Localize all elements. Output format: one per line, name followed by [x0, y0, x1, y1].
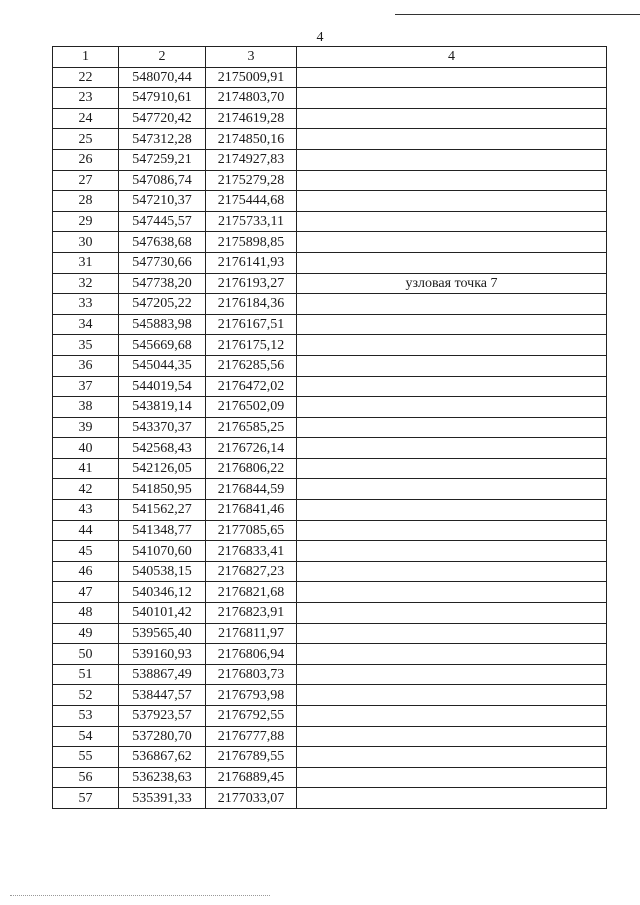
point-number-cell: 23 [53, 88, 119, 109]
point-number-cell: 28 [53, 191, 119, 212]
x-coordinate-cell: 547210,37 [119, 191, 206, 212]
page-number: 4 [316, 30, 324, 45]
y-coordinate-cell: 2174850,16 [206, 129, 297, 150]
point-number-cell: 46 [53, 561, 119, 582]
y-coordinate-cell: 2176777,88 [206, 726, 297, 747]
table-row [53, 355, 607, 376]
note-cell [297, 232, 607, 253]
note-cell [297, 397, 607, 418]
x-coordinate-cell: 536867,62 [119, 747, 206, 768]
note-cell [297, 417, 607, 438]
note-cell [297, 252, 607, 273]
point-number-cell: 30 [53, 232, 119, 253]
note-cell [297, 88, 607, 109]
point-number-cell: 26 [53, 149, 119, 170]
x-coordinate-cell: 547720,42 [119, 108, 206, 129]
y-coordinate-cell: 2174803,70 [206, 88, 297, 109]
table-header-row [53, 47, 607, 68]
point-number-cell: 43 [53, 500, 119, 521]
y-coordinate-cell: 2176833,41 [206, 541, 297, 562]
point-number-cell: 24 [53, 108, 119, 129]
table-row [53, 397, 607, 418]
x-coordinate-cell: 539160,93 [119, 644, 206, 665]
y-coordinate-cell: 2176823,91 [206, 603, 297, 624]
point-number-cell: 35 [53, 335, 119, 356]
point-number-cell: 29 [53, 211, 119, 232]
table-row [53, 582, 607, 603]
x-coordinate-cell: 545669,68 [119, 335, 206, 356]
point-number-cell: 56 [53, 767, 119, 788]
x-coordinate-cell: 547259,21 [119, 149, 206, 170]
note-cell [297, 664, 607, 685]
table-row [53, 644, 607, 665]
note-cell [297, 458, 607, 479]
y-coordinate-cell: 2176821,68 [206, 582, 297, 603]
note-cell [297, 129, 607, 150]
note-cell [297, 191, 607, 212]
table-row [53, 191, 607, 212]
point-number-cell: 22 [53, 67, 119, 88]
y-coordinate-cell: 2176789,55 [206, 747, 297, 768]
table-row [53, 623, 607, 644]
x-coordinate-cell: 540101,42 [119, 603, 206, 624]
note-cell [297, 376, 607, 397]
y-coordinate-cell: 2175009,91 [206, 67, 297, 88]
y-coordinate-cell: 2176585,25 [206, 417, 297, 438]
y-coordinate-cell: 2176184,36 [206, 294, 297, 315]
table-row [53, 335, 607, 356]
note-cell [297, 211, 607, 232]
x-coordinate-cell: 539565,40 [119, 623, 206, 644]
point-number-cell: 40 [53, 438, 119, 459]
scan-artifact-line [10, 895, 270, 896]
x-coordinate-cell: 541070,60 [119, 541, 206, 562]
table-row [53, 417, 607, 438]
table-row [53, 129, 607, 150]
x-coordinate-cell: 542126,05 [119, 458, 206, 479]
table-row [53, 788, 607, 809]
y-coordinate-cell: 2176806,94 [206, 644, 297, 665]
y-coordinate-cell: 2175733,11 [206, 211, 297, 232]
x-coordinate-cell: 547086,74 [119, 170, 206, 191]
x-coordinate-cell: 541562,27 [119, 500, 206, 521]
y-coordinate-cell: 2176827,23 [206, 561, 297, 582]
table-row [53, 458, 607, 479]
note-cell [297, 108, 607, 129]
x-coordinate-cell: 543819,14 [119, 397, 206, 418]
y-coordinate-cell: 2176141,93 [206, 252, 297, 273]
y-coordinate-cell: 2175898,85 [206, 232, 297, 253]
note-cell [297, 747, 607, 768]
point-number-cell: 39 [53, 417, 119, 438]
table-row [53, 252, 607, 273]
point-number-cell: 53 [53, 706, 119, 727]
table-row [53, 664, 607, 685]
x-coordinate-cell: 547730,66 [119, 252, 206, 273]
y-coordinate-cell: 2176889,45 [206, 767, 297, 788]
table-row [53, 438, 607, 459]
point-number-cell: 31 [53, 252, 119, 273]
note-cell [297, 788, 607, 809]
note-cell [297, 314, 607, 335]
x-coordinate-cell: 548070,44 [119, 67, 206, 88]
table-row [53, 170, 607, 191]
y-coordinate-cell: 2176175,12 [206, 335, 297, 356]
x-coordinate-cell: 537280,70 [119, 726, 206, 747]
point-number-cell: 51 [53, 664, 119, 685]
x-coordinate-cell: 547312,28 [119, 129, 206, 150]
x-coordinate-cell: 541348,77 [119, 520, 206, 541]
column-header-y: 3 [206, 47, 297, 68]
note-cell [297, 541, 607, 562]
note-cell [297, 355, 607, 376]
point-number-cell: 38 [53, 397, 119, 418]
column-header-x: 2 [119, 47, 206, 68]
note-cell [297, 603, 607, 624]
x-coordinate-cell: 538447,57 [119, 685, 206, 706]
table-row [53, 273, 607, 294]
y-coordinate-cell: 2176841,46 [206, 500, 297, 521]
note-cell: узловая точка 7 [297, 273, 607, 294]
point-number-cell: 52 [53, 685, 119, 706]
table-row [53, 149, 607, 170]
point-number-cell: 55 [53, 747, 119, 768]
y-coordinate-cell: 2177085,65 [206, 520, 297, 541]
point-number-cell: 44 [53, 520, 119, 541]
y-coordinate-cell: 2177033,07 [206, 788, 297, 809]
y-coordinate-cell: 2176472,02 [206, 376, 297, 397]
x-coordinate-cell: 540346,12 [119, 582, 206, 603]
point-number-cell: 32 [53, 273, 119, 294]
table-row [53, 314, 607, 335]
x-coordinate-cell: 543370,37 [119, 417, 206, 438]
table-row [53, 561, 607, 582]
point-number-cell: 34 [53, 314, 119, 335]
note-cell [297, 623, 607, 644]
x-coordinate-cell: 547445,57 [119, 211, 206, 232]
x-coordinate-cell: 540538,15 [119, 561, 206, 582]
table-row [53, 376, 607, 397]
point-number-cell: 27 [53, 170, 119, 191]
note-cell [297, 520, 607, 541]
y-coordinate-cell: 2174927,83 [206, 149, 297, 170]
y-coordinate-cell: 2176803,73 [206, 664, 297, 685]
note-cell [297, 500, 607, 521]
note-cell [297, 438, 607, 459]
note-cell [297, 561, 607, 582]
y-coordinate-cell: 2176792,55 [206, 706, 297, 727]
note-cell [297, 644, 607, 665]
y-coordinate-cell: 2176793,98 [206, 685, 297, 706]
y-coordinate-cell: 2176193,27 [206, 273, 297, 294]
point-number-cell: 36 [53, 355, 119, 376]
table-row [53, 541, 607, 562]
point-number-cell: 25 [53, 129, 119, 150]
x-coordinate-cell: 535391,33 [119, 788, 206, 809]
point-number-cell: 42 [53, 479, 119, 500]
y-coordinate-cell: 2176167,51 [206, 314, 297, 335]
point-number-cell: 47 [53, 582, 119, 603]
note-cell [297, 335, 607, 356]
table-row [53, 211, 607, 232]
y-coordinate-cell: 2175279,28 [206, 170, 297, 191]
table-row [53, 767, 607, 788]
x-coordinate-cell: 537923,57 [119, 706, 206, 727]
note-cell [297, 685, 607, 706]
note-cell [297, 294, 607, 315]
x-coordinate-cell: 541850,95 [119, 479, 206, 500]
y-coordinate-cell: 2176285,56 [206, 355, 297, 376]
table-row [53, 603, 607, 624]
column-header-note: 4 [297, 47, 607, 68]
x-coordinate-cell: 538867,49 [119, 664, 206, 685]
y-coordinate-cell: 2176811,97 [206, 623, 297, 644]
column-header-point-number: 1 [53, 47, 119, 68]
table-row [53, 747, 607, 768]
coordinates-table [52, 46, 607, 809]
point-number-cell: 45 [53, 541, 119, 562]
note-cell [297, 149, 607, 170]
x-coordinate-cell: 545883,98 [119, 314, 206, 335]
point-number-cell: 41 [53, 458, 119, 479]
table-row [53, 88, 607, 109]
x-coordinate-cell: 547205,22 [119, 294, 206, 315]
table-row [53, 706, 607, 727]
note-cell [297, 67, 607, 88]
table-row [53, 726, 607, 747]
table-row [53, 500, 607, 521]
table-row [53, 685, 607, 706]
table-row [53, 108, 607, 129]
point-number-cell: 57 [53, 788, 119, 809]
table-row [53, 67, 607, 88]
x-coordinate-cell: 547638,68 [119, 232, 206, 253]
x-coordinate-cell: 536238,63 [119, 767, 206, 788]
x-coordinate-cell: 545044,35 [119, 355, 206, 376]
top-rule [395, 14, 640, 15]
x-coordinate-cell: 547738,20 [119, 273, 206, 294]
point-number-cell: 50 [53, 644, 119, 665]
y-coordinate-cell: 2176844,59 [206, 479, 297, 500]
table-row [53, 520, 607, 541]
table-row [53, 294, 607, 315]
table-body [53, 67, 607, 808]
note-cell [297, 479, 607, 500]
table-row [53, 232, 607, 253]
note-cell [297, 767, 607, 788]
y-coordinate-cell: 2176806,22 [206, 458, 297, 479]
point-number-cell: 33 [53, 294, 119, 315]
note-cell [297, 170, 607, 191]
point-number-cell: 37 [53, 376, 119, 397]
x-coordinate-cell: 542568,43 [119, 438, 206, 459]
y-coordinate-cell: 2176502,09 [206, 397, 297, 418]
y-coordinate-cell: 2175444,68 [206, 191, 297, 212]
note-cell [297, 582, 607, 603]
y-coordinate-cell: 2174619,28 [206, 108, 297, 129]
y-coordinate-cell: 2176726,14 [206, 438, 297, 459]
point-number-cell: 48 [53, 603, 119, 624]
x-coordinate-cell: 544019,54 [119, 376, 206, 397]
x-coordinate-cell: 547910,61 [119, 88, 206, 109]
point-number-cell: 49 [53, 623, 119, 644]
point-number-cell: 54 [53, 726, 119, 747]
table-row [53, 479, 607, 500]
note-cell [297, 706, 607, 727]
note-cell [297, 726, 607, 747]
